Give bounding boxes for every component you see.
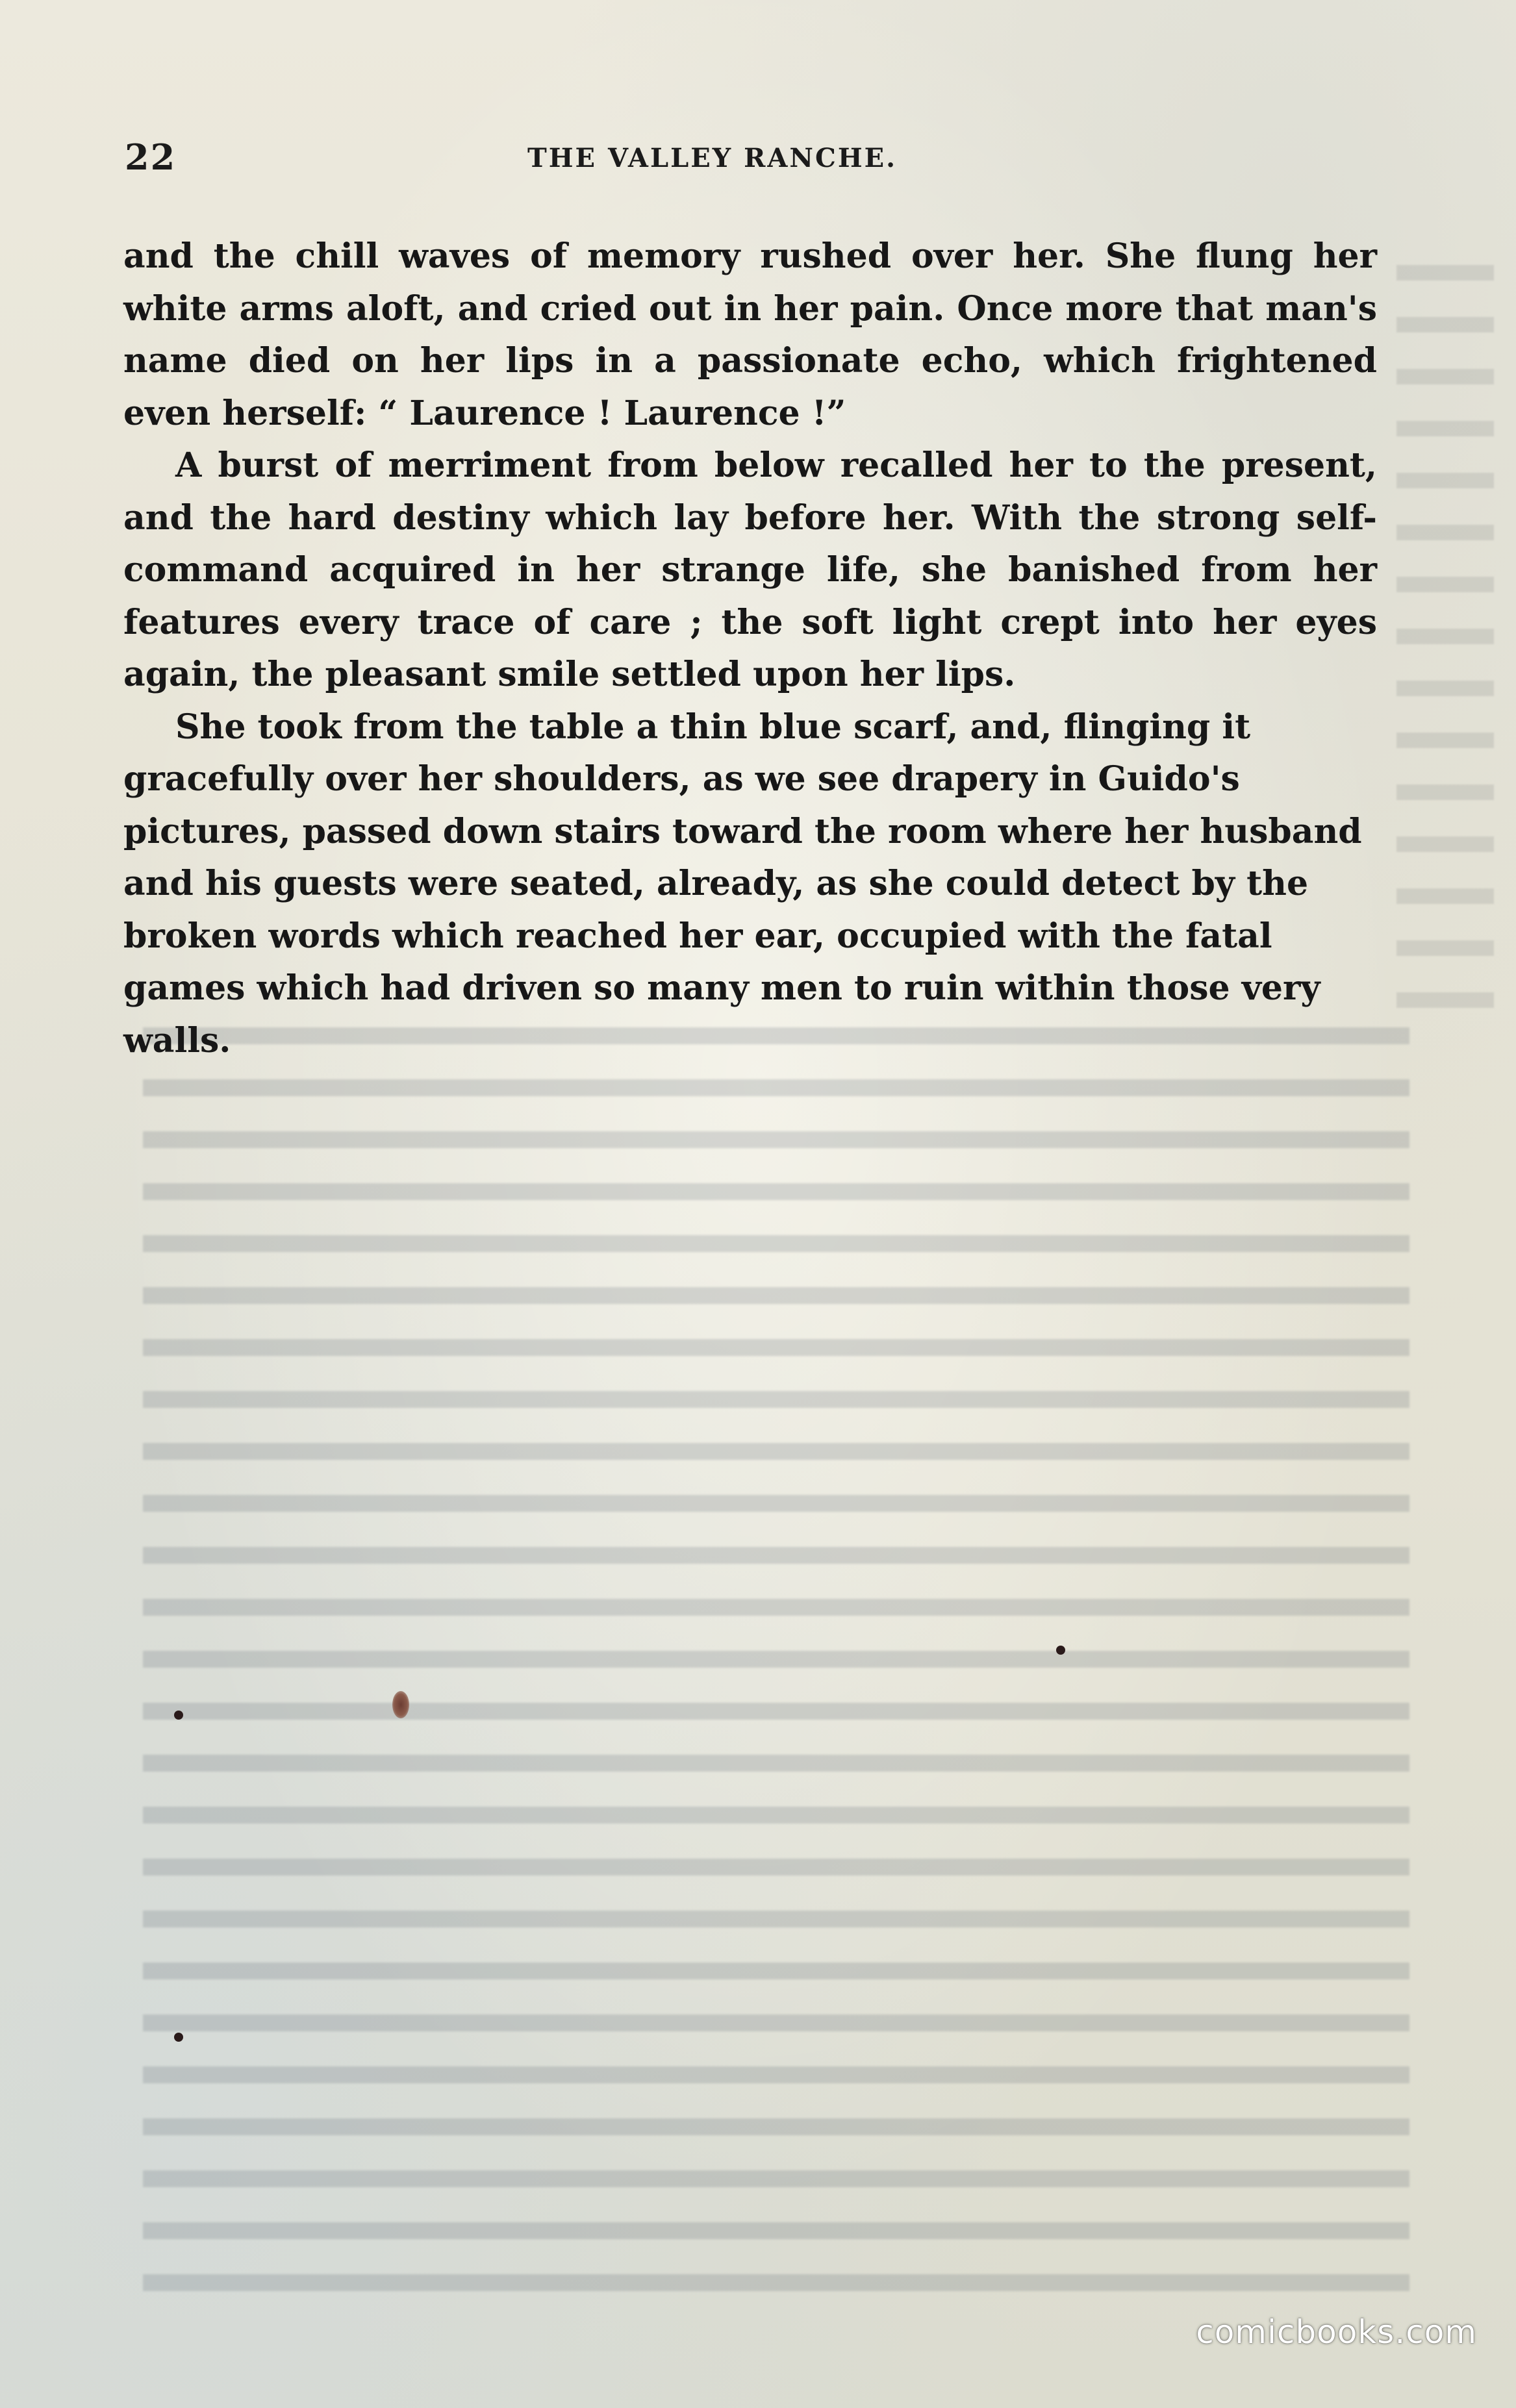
ink-speck — [174, 1711, 183, 1720]
paragraph-1: and the chill waves of memory rushed over her. She flung her white arms aloft, and cried out in her pain. Once more that man's name died on her lips in a passionate echo, which frightened even herself: “ Laurence ! Laurence !” — [123, 236, 1377, 433]
running-head — [125, 129, 1385, 187]
page-number: 22 — [125, 136, 177, 178]
reverse-side-show-through-margin — [1396, 247, 1494, 1026]
site-watermark: comicbooks.com — [1196, 2313, 1477, 2351]
body-text — [123, 231, 1377, 1067]
reverse-side-show-through — [143, 1013, 1409, 2312]
book-title: THE VALLEY RANCHE. — [527, 143, 898, 173]
paragraph-3: She took from the table a thin blue scarf, and, flinging it gracefully over her shoulders, as we see drapery in Guido's pictures, passed down stairs toward the room where her husband and his guests were seated, already, as she could detect by the broken words which reached her ear, occupied with the fatal games which had driven so many men to ruin within those very walls. — [123, 707, 1362, 1060]
paper-stain — [392, 1691, 409, 1718]
ink-speck — [174, 2033, 183, 2042]
paragraph-2: A burst of merriment from below recalled her to the present, and the hard destiny which lay before her. With the strong self-command acquired in her strange life, she banished from her features every trace of care ; the soft light crept into her eyes again, the pleasant smile settled upon her lips. — [123, 445, 1377, 694]
ink-speck — [1056, 1646, 1065, 1655]
